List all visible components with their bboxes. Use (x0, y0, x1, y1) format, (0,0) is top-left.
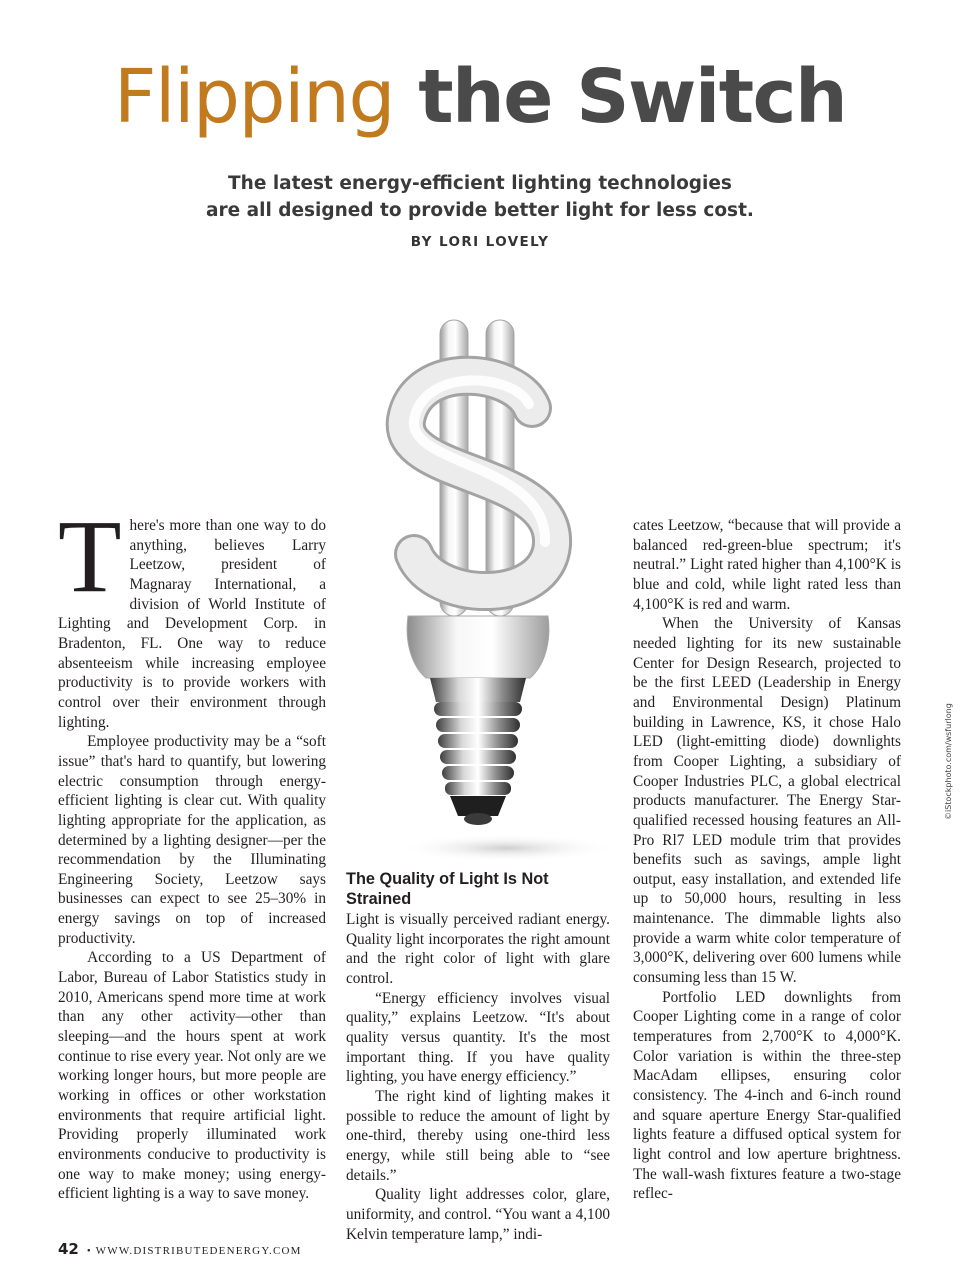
article-column-3 (633, 516, 901, 1204)
article-column-2 (346, 869, 610, 1244)
footer-bullet: • (86, 1245, 92, 1257)
dollar-bulb-illustration (346, 316, 610, 872)
paragraph-8: cates Leetzow, “because that will provide a balanced red-green-blue spectrum; it's neutral.” Light rated higher than 4,100°K is blue and cold, while light rated less than 4,100°K is red and warm. (633, 517, 901, 613)
paragraph-7: Quality light addresses color, glare, uniformity, and control. “You want a 4,100 Kelvin temperature lamp,” indi- (346, 1186, 610, 1243)
paragraph-3: According to a US Department of Labor, Bureau of Labor Statistics study in 2010, Americans spend more time at work than any other activity—other than sleeping—and the hours spent at work continue to rise every year. Not only are we working longer hours, but more people are working in offices or other workstation environments that require artificial light. Providing properly illuminated work environments conducive to productivity is one way to make money; using energy-efficient lighting is a way to save money. (58, 949, 326, 1203)
paragraph-1-text: here's more than one way to do anything, believes Larry Leetzow, president of Magnaray International, a division of World Institute of Lighting and Development Corp. in Bradenton, FL. One way to reduce absenteeism while increasing employee productivity is to provide workers with control over their environment through lighting. (58, 517, 326, 731)
subtitle-line-2: are all designed to provide better light for less cost. (206, 200, 754, 221)
byline: BY LORI LOVELY (410, 234, 550, 250)
photo-credit: ©iStockphoto.com/wsfurlong (944, 703, 953, 820)
paragraph-9: When the University of Kansas needed lighting for its new sustainable Center for Design Research, projected to be the first LEED (Leadership in Energy and Environmental Design) Platinum building in Lawrence, KS, it chose Halo LED (light-emitting diode) downlights from Cooper Lighting, a subsidiary of Cooper Industries PLC, a global electrical products manufacturer. The Energy Star-qualified recessed housing features an All-Pro Rl7 LED module trim that provides benefits such as savings, ample light output, easy installation, and extended life up to 50,000 hours, resulting in less maintenance. The dimmable lights also provide a warm white color temperature of 3,000°K, delivering over 600 lumens while consuming less than 15 W. (633, 615, 901, 987)
paragraph-2: Employee productivity may be a “soft issue” that's hard to quantify, but lowering electric consumption through energy-efficient lighting is clear cut. With quality lighting appropriate for the application, as determined by a lighting designer—per the recommendation by the Illuminating Engineering Society, Leetzow says businesses can expect to see 25–30% in energy savings on top of increased productivity. (58, 733, 326, 947)
title-part-1: Flipping (113, 54, 394, 140)
paragraph-6: The right kind of lighting makes it possible to reduce the amount of light by one-third, thereby using one-third less energy, while still being able to “see details.” (346, 1087, 610, 1184)
paragraph-5: “Energy efficiency involves visual quality,” explains Leetzow. “It's about quality versus quantity. It's the most important thing. If you have quality lighting, you have energy efficiency.” (346, 989, 610, 1086)
page-number: 42 (58, 1240, 79, 1258)
page-footer (58, 1240, 302, 1258)
article-subtitle (0, 170, 960, 224)
article-column-1 (58, 499, 326, 1204)
footer-website-link[interactable]: WWW.DISTRIBUTEDENERGY.COM (95, 1245, 302, 1257)
title-part-2: the Switch (418, 54, 847, 140)
subtitle-line-1: The latest energy-efficient lighting technologies (228, 173, 732, 194)
article-title (0, 52, 960, 142)
paragraph-10: Portfolio LED downlights from Cooper Lighting come in a range of color temperatures from 2,700°K to 4,000°K. Color variation is within the three-step MacAdam ellipses, ensuring color consistency. The 4-inch and 6-inch round and square aperture Energy Star-qualified lights feature a diffused optical system for light control and low aperture brightness. The wall-wash fixtures feature a two-stage reflec- (633, 988, 901, 1203)
paragraph-4: Light is visually perceived radiant energy. Quality light incorporates the right amount and the right color of light with glare control. (346, 911, 610, 987)
section-heading: The Quality of Light Is Not Strained (346, 870, 549, 908)
paragraph-1 (58, 499, 326, 732)
drop-cap: T (58, 499, 122, 614)
